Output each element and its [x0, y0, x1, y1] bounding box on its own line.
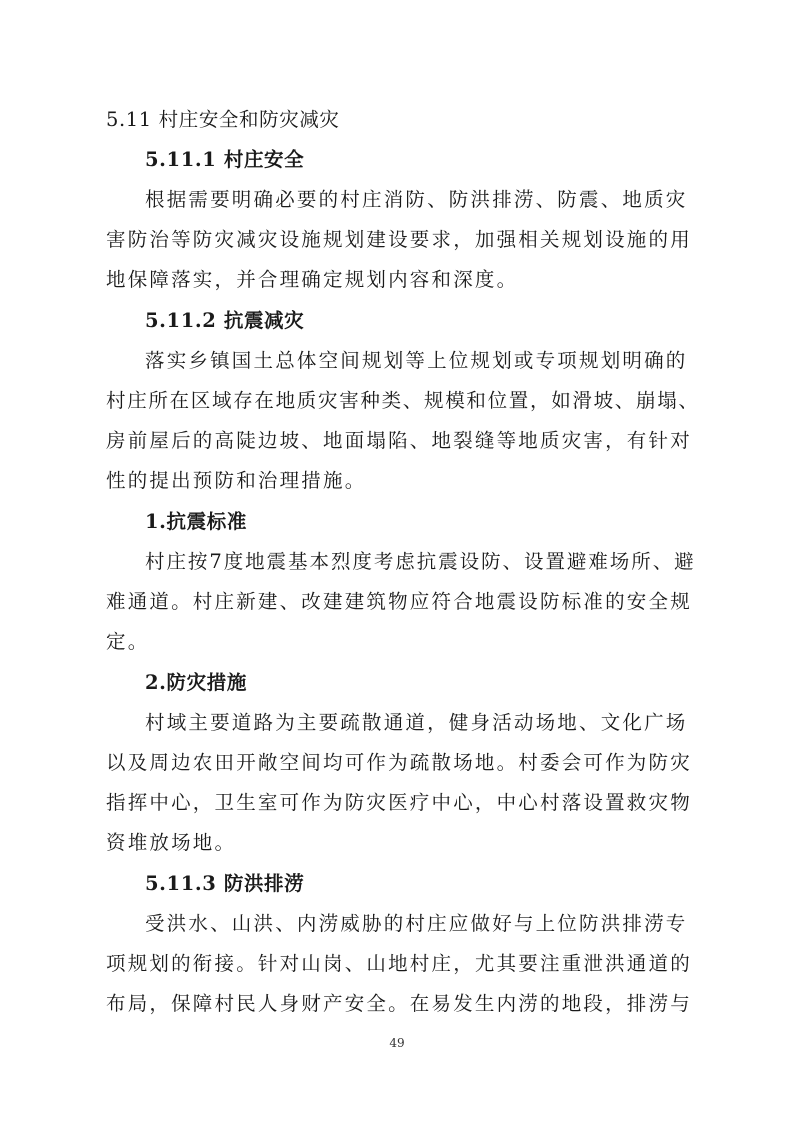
- paragraph-line: 村域主要道路为主要疏散通道，健身活动场地、文化广场: [145, 711, 688, 734]
- paragraph-line: 项规划的衔接。针对山岗、山地村庄，尤其要注重泄洪通道的: [106, 952, 692, 975]
- paragraph-line: 难通道。村庄新建、改建建筑物应符合地震设防标准的安全规: [106, 590, 692, 613]
- paragraph-line: 根据需要明确必要的村庄消防、防洪排涝、防震、地质灾: [145, 188, 688, 211]
- paragraph-line: 村庄按7度地震基本烈度考虑抗震设防、设置避难场所、避: [145, 550, 696, 573]
- paragraph-line: 定。: [106, 630, 150, 653]
- paragraph-line: 村庄所在区域存在地质灾害种类、规模和位置，如滑坡、崩塌、: [106, 389, 700, 412]
- paragraph-line: 以及周边农田开敞空间均可作为疏散场地。村委会可作为防灾: [106, 751, 692, 774]
- item-heading-disaster-measures: 2.防灾措施: [145, 671, 247, 694]
- paragraph-line: 落实乡镇国土总体空间规划等上位规划或专项规划明确的: [145, 349, 688, 372]
- page-number: 49: [389, 1036, 405, 1050]
- paragraph-line: 布局，保障村民人身财产安全。在易发生内涝的地段，排涝与: [106, 992, 692, 1015]
- section-heading-5-11: 5.11 村庄安全和防灾减灾: [106, 108, 340, 131]
- subsection-heading-5-11-3: 5.11.3 防洪排涝: [145, 872, 305, 895]
- paragraph-line: 地保障落实，并合理确定规划内容和深度。: [106, 268, 519, 291]
- paragraph-line: 房前屋后的高陡边坡、地面塌陷、地裂缝等地质灾害，有针对: [106, 429, 692, 452]
- subsection-heading-5-11-2: 5.11.2 抗震减灾: [145, 309, 305, 332]
- paragraph-line: 资堆放场地。: [106, 831, 237, 854]
- paragraph-line: 性的提出预防和治理措施。: [106, 469, 367, 492]
- paragraph-line: 指挥中心，卫生室可作为防灾医疗中心，中心村落设置救灾物: [106, 791, 692, 814]
- subsection-heading-5-11-1: 5.11.1 村庄安全: [145, 148, 305, 171]
- paragraph-line: 害防治等防灾减灾设施规划建设要求，加强相关规划设施的用: [106, 228, 692, 251]
- item-heading-seismic-standard: 1.抗震标准: [145, 510, 247, 533]
- paragraph-line: 受洪水、山洪、内涝威胁的村庄应做好与上位防洪排涝专: [145, 912, 688, 935]
